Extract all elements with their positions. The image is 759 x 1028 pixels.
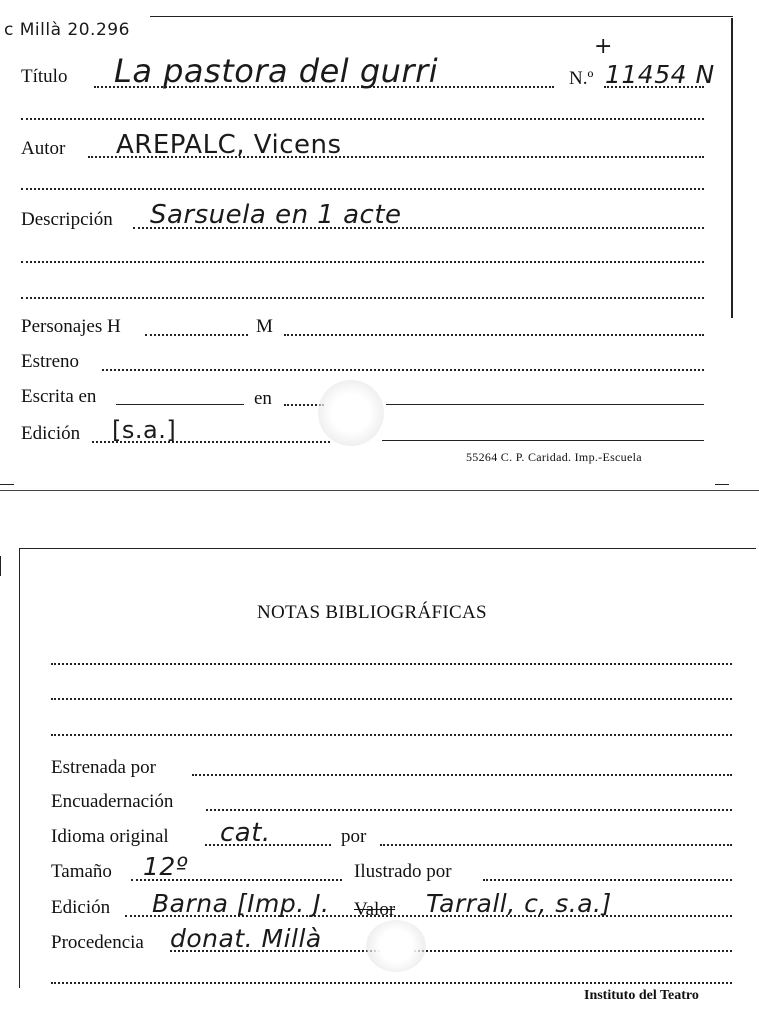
notas-line-1 bbox=[51, 663, 732, 665]
blank-line-4 bbox=[21, 297, 704, 299]
ilustrado-line bbox=[483, 879, 732, 881]
descripcion-value: Sarsuela en 1 acte bbox=[150, 200, 402, 230]
corner-note: c Millà 20.296 bbox=[4, 20, 130, 40]
escrita-line bbox=[116, 404, 244, 405]
paper-smudge-bottom bbox=[366, 920, 426, 972]
tamano-value: 12º bbox=[143, 852, 189, 881]
tamano-label: Tamaño bbox=[51, 861, 112, 882]
procedencia-value: donat. Millà bbox=[170, 924, 322, 953]
titulo-value: La pastora del gurri bbox=[114, 52, 439, 90]
escrita-en-line-b bbox=[386, 404, 704, 405]
edicion-label: Edición bbox=[21, 423, 81, 444]
estreno-line bbox=[102, 369, 704, 371]
bottom-card-edge-mark bbox=[0, 556, 1, 576]
encuadernacion-label: Encuadernación bbox=[51, 791, 174, 812]
edicion-value: [s.a.] bbox=[112, 416, 177, 444]
autor-value: AREPALC, Vicens bbox=[116, 130, 342, 160]
blank-line-1 bbox=[21, 118, 704, 120]
final-line bbox=[51, 982, 732, 984]
personajes-h-line bbox=[145, 334, 248, 336]
descripcion-label: Descripción bbox=[21, 209, 113, 230]
idioma-por-line bbox=[380, 844, 732, 846]
paper-smudge bbox=[318, 380, 384, 446]
idioma-value: cat. bbox=[220, 818, 271, 848]
top-card-edge-tick-left bbox=[0, 484, 14, 485]
estrenada-label: Estrenada por bbox=[51, 757, 156, 778]
top-card-edge-tick-right bbox=[715, 484, 729, 485]
valor-label-struck: Valor bbox=[354, 899, 396, 920]
edicion2-label: Edición bbox=[51, 897, 111, 918]
autor-label: Autor bbox=[21, 138, 66, 159]
bottom-card-border-left bbox=[19, 548, 20, 988]
encuadernacion-line bbox=[206, 809, 732, 811]
notas-line-2 bbox=[51, 698, 732, 700]
blank-line-3 bbox=[21, 261, 704, 263]
top-card-border-right bbox=[731, 18, 733, 318]
procedencia-label: Procedencia bbox=[51, 932, 144, 953]
ilustrado-label: Ilustrado por bbox=[354, 861, 452, 882]
escrita-en-label: en bbox=[254, 388, 272, 409]
printer-imprint: 55264 C. P. Caridad. Imp.-Escuela bbox=[466, 450, 642, 464]
titulo-label: Título bbox=[21, 66, 68, 87]
estreno-label: Estreno bbox=[21, 351, 80, 372]
numero-label: N.º bbox=[569, 68, 594, 89]
personajes-m-label: M bbox=[256, 316, 273, 337]
edicion-line-b bbox=[382, 440, 704, 441]
escrita-label: Escrita en bbox=[21, 386, 97, 407]
bottom-card-border-top bbox=[20, 548, 756, 549]
top-card-border-bottom bbox=[0, 490, 759, 491]
edicion2-value-a: Barna [Imp. J. bbox=[152, 889, 330, 918]
notas-line-3 bbox=[51, 734, 732, 736]
numero-value: 11454 N bbox=[605, 60, 715, 89]
estrenada-line bbox=[192, 774, 732, 776]
notas-heading: NOTAS BIBLIOGRÁFICAS bbox=[257, 602, 487, 623]
top-card-border-top bbox=[150, 16, 733, 17]
edicion2-value-b: Tarrall, c, s.a.] bbox=[426, 889, 612, 918]
institute-footer: Instituto del Teatro bbox=[584, 988, 699, 1003]
idioma-label: Idioma original bbox=[51, 826, 169, 847]
personajes-label: Personajes H bbox=[21, 316, 121, 337]
personajes-m-line bbox=[284, 334, 704, 336]
numero-mark: + bbox=[594, 34, 613, 59]
idioma-por-label: por bbox=[341, 826, 367, 847]
blank-line-2 bbox=[21, 188, 704, 190]
